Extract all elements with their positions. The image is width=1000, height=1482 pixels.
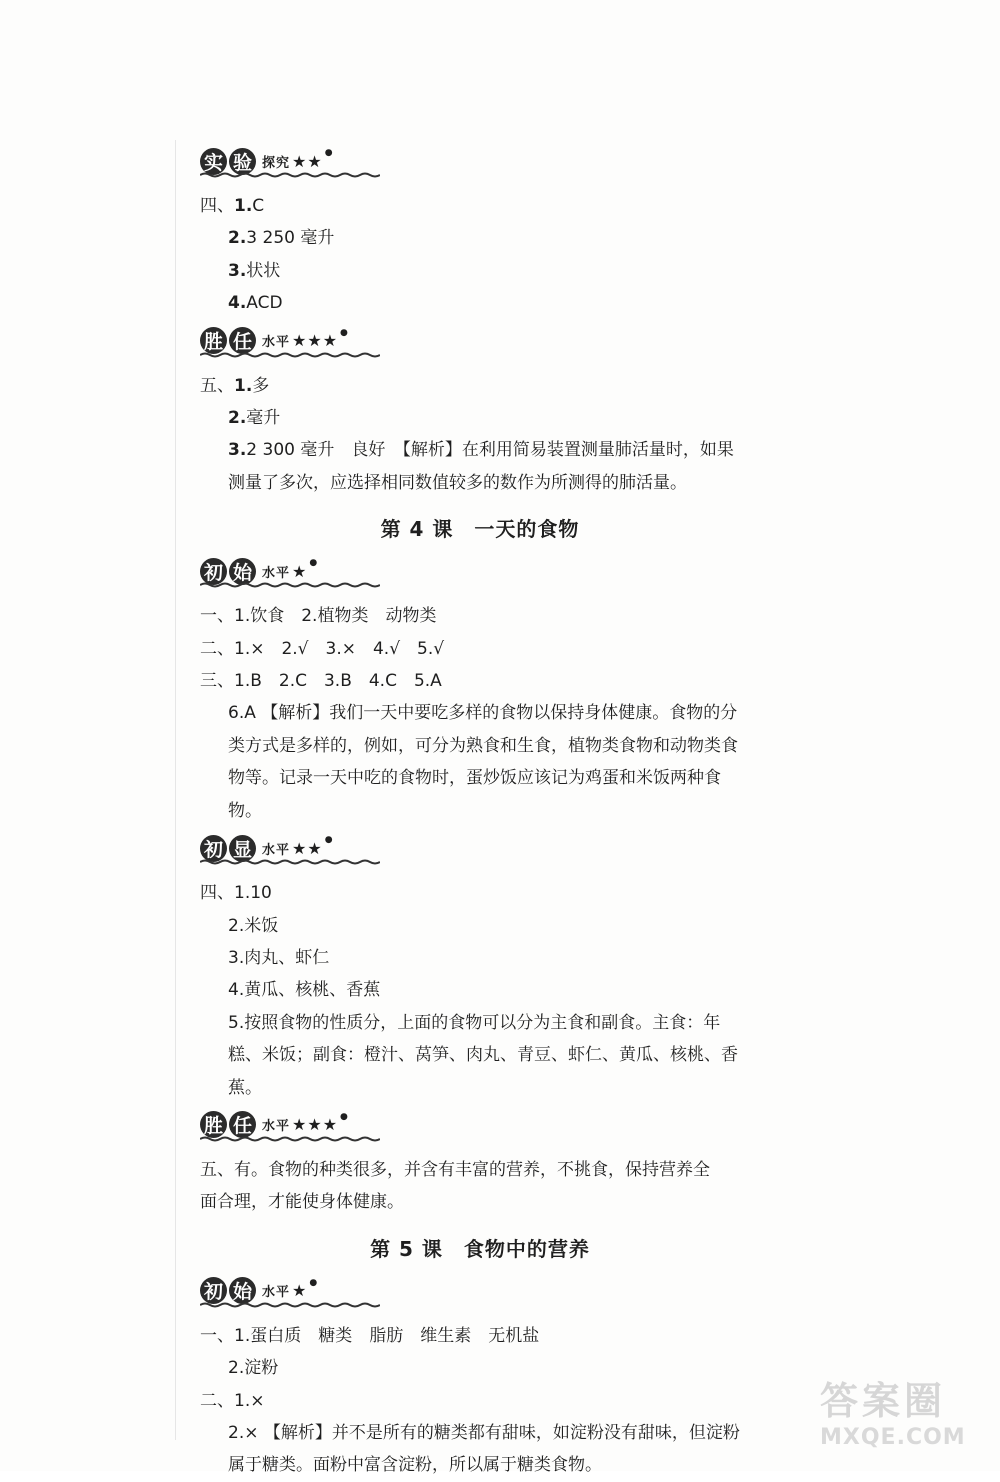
badge-subtitle: 探究 [262,155,291,171]
section-badge-beginner [200,1274,760,1308]
answer-line: 4.黄瓜、核桃、香蕉 [228,980,381,1001]
badge-char: 初 [200,835,227,862]
answer-line: 5.按照食物的性质分，上面的食物可以分为主食和副食。主食：年糕、米饭；副食：橙汁、莴笋、肉丸、青豆、虾仁、黄瓜、核桃、香蕉。 [228,1012,738,1098]
badge-char: 显 [229,835,256,862]
badge-char: 任 [229,327,256,354]
answer-line: 2.3 250 毫升 [228,228,335,249]
lesson-title: 第 4 课 一天的食物 [380,517,580,542]
star-rating: ★★★ [292,331,339,351]
badge-char: 初 [200,1277,227,1304]
star-rating: ★★ [292,838,323,858]
star-rating: ★★★ [292,1115,339,1135]
answer-line: 2.米饭 [228,915,279,936]
answer-line: 6.A 【解析】我们一天中要吃多样的食物以保持身体健康。食物的分类方式是多样的，例如，可分为熟食和生食，植物类食物和动物类食物等。记录一天中吃的食物时，蛋炒饭应该记为鸡蛋和米饭两种食物。 [228,703,738,821]
answer-line: 一、1.饮食 2.植物类 动物类 [200,606,437,627]
section-badge-emerging [200,831,760,865]
answer-line: 3.肉丸、虾仁 [228,947,330,968]
badge-dot-icon: ● [309,558,318,569]
answer-line: 五、1.多 [200,375,270,396]
badge-char: 实 [200,148,227,175]
margin-rule [175,140,176,1440]
section-badge-competent [200,324,760,358]
star-rating: ★ [292,561,308,581]
badge-char: 始 [229,1277,256,1304]
wave-underline [200,859,380,865]
badge-dot-icon: ● [340,1111,348,1122]
wave-underline [200,172,380,178]
wave-underline [200,1302,380,1308]
badge-subtitle: 水平 [262,1285,291,1301]
section-badge-competent [200,1108,760,1142]
star-rating: ★ [292,1281,308,1301]
badge-dot-icon: ● [324,148,333,158]
answer-line: 2.淀粉 [228,1358,279,1379]
badge-subtitle: 水平 [262,565,291,581]
badge-char: 胜 [200,1111,227,1138]
badge-dot-icon: ● [340,327,348,338]
badge-char: 胜 [200,327,227,354]
answer-line: 五、有。食物的种类很多，并含有丰富的营养，不挑食，保持营养全面合理，才能使身体健康。 [200,1159,710,1213]
badge-char: 验 [229,148,256,175]
watermark-logo-text: 答案圈 [820,1379,947,1423]
badge-subtitle: 水平 [262,842,291,858]
answer-line: 三、1.B 2.C 3.B 4.C 5.A [200,671,442,692]
badge-subtitle: 水平 [262,1119,291,1135]
lesson-title: 第 5 课 食物中的营养 [370,1236,590,1261]
answer-line: 4.ACD [228,293,283,314]
badge-dot-icon: ● [324,835,333,846]
section-badge-beginner [200,554,760,588]
answer-content [200,140,760,1482]
answer-line: 二、1.× [200,1390,265,1411]
watermark [820,1370,980,1466]
answer-line: 一、1.蛋白质 糖类 脂肪 维生素 无机盐 [200,1325,540,1346]
star-rating: ★★ [292,151,323,171]
badge-char: 始 [229,558,256,585]
answer-line: 2.× 【解析】并不是所有的糖类都有甜味，如淀粉没有甜味，但淀粉属于糖类。面粉中富含淀粉，所以属于糖类食物。 [228,1422,740,1476]
badge-char: 初 [200,558,227,585]
wave-underline [200,352,380,358]
badge-char: 任 [229,1111,256,1138]
badge-dot-icon: ● [309,1277,318,1288]
wave-underline [200,1136,380,1142]
section-badge-experiment [200,144,760,178]
answer-line: 四、1.C [200,196,265,216]
answer-line: 3.2 300 毫升 良好 【解析】在利用简易装置测量肺活量时，如果测量了多次，应选择相同数值较多的数作为所测得的肺活量。 [228,440,734,493]
answer-line: 四、1.10 [200,883,272,904]
answer-line: 2.毫升 [228,408,281,429]
wave-underline [200,582,380,588]
watermark-url: MXQE.COM [820,1425,966,1450]
answer-line: 3.状状 [228,260,281,281]
answer-line: 二、1.× 2.√ 3.× 4.√ 5.√ [200,638,445,659]
badge-subtitle: 水平 [262,335,291,351]
